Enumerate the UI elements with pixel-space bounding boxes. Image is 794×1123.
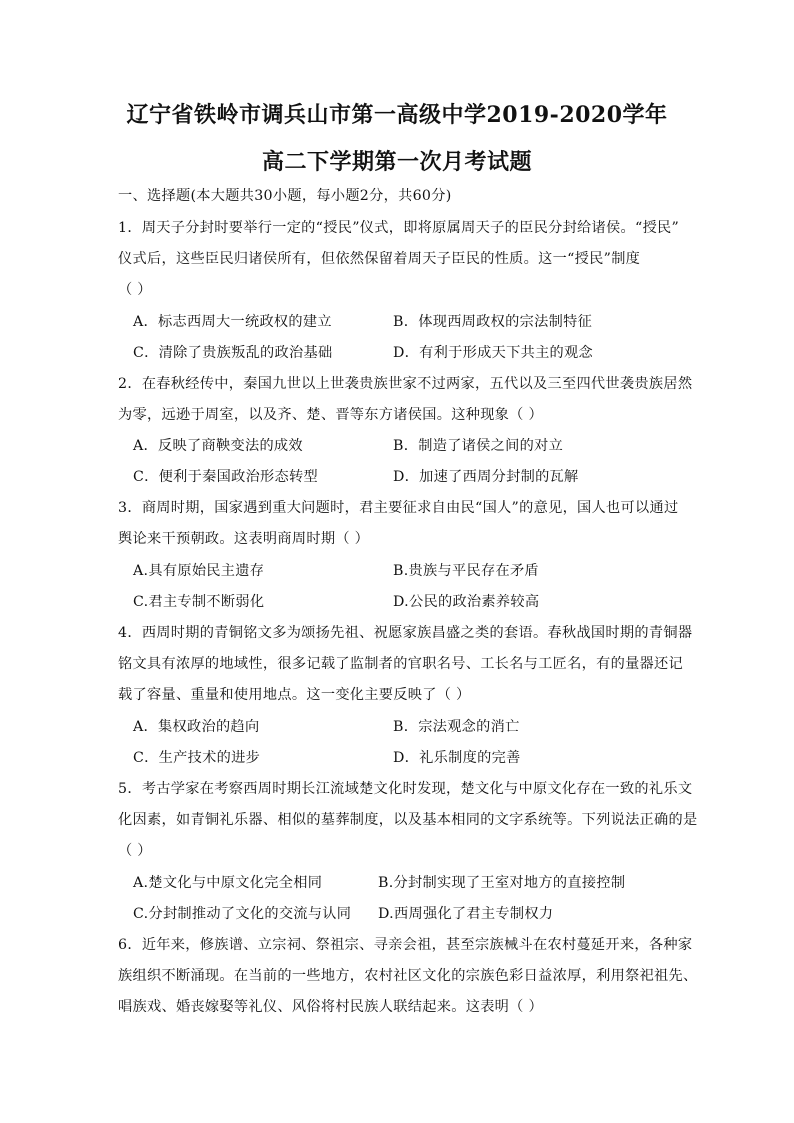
question-1-option-d: D．有利于形成天下共主的观念 (393, 345, 594, 361)
question-5-option-b: B.分封制实现了王室对地方的直接控制 (378, 875, 626, 891)
question-1-line-1: 1．周天子分封时要举行一定的“授民”仪式，即将原属周天子的臣民分封给诸侯。“授民” (118, 220, 680, 236)
question-3-option-b: B.贵族与平民存在矛盾 (393, 563, 539, 579)
exam-title-line1: 辽宁省铁岭市调兵山市第一高级中学2019-2020学年 (126, 102, 668, 128)
question-3-line-1: 3．商周时期，国家遇到重大问题时，君主要征求自由民“国人”的意见，国人也可以通过 (118, 500, 679, 516)
section-header: 一、选择题(本大题共30小题，每小题2分，共60分) (118, 188, 452, 204)
question-4-option-c: C．生产技术的进步 (133, 750, 261, 766)
question-4-line-2: 铭文具有浓厚的地域性，很多记载了监制者的官职名号、工长名与工匠名，有的量器还记 (118, 656, 684, 672)
question-1-line-2: 仪式后，这些臣民归诸侯所有，但依然保留着周天子臣民的性质。这一“授民”制度 (118, 251, 641, 267)
question-3-option-d: D.公民的政治素养较高 (393, 594, 540, 610)
question-5-option-d: D.西周强化了君主专制权力 (378, 906, 554, 922)
question-6-line-2: 族组织不断涌现。在当前的一些地方，农村社区文化的宗族色彩日益浓厚，利用祭祀祖先、 (118, 968, 698, 984)
question-3-option-a: A.具有原始民主遗存 (133, 563, 265, 579)
question-5-line-1: 5．考古学家在考察西周时期长江流域楚文化时发现，楚文化与中原文化存在一致的礼乐文 (118, 781, 693, 797)
question-3-option-c: C.君主专制不断弱化 (133, 594, 265, 610)
question-6-line-1: 6．近年来，修族谱、立宗祠、祭祖宗、寻亲会祖，甚至宗族械斗在农村蔓延开来，各种家 (118, 937, 693, 953)
question-1-option-b: B．体现西周政权的宗法制特征 (393, 314, 593, 330)
question-4-line-1: 4．西周时期的青铜铭文多为颂扬先祖、祝愿家族昌盛之类的套语。春秋战国时期的青铜器 (118, 625, 693, 641)
question-2-option-b: B．制造了诸侯之间的对立 (393, 438, 564, 454)
question-2-option-a: A．反映了商鞅变法的成效 (133, 438, 303, 454)
exam-title-line2: 高二下学期第一次月考试题 (261, 149, 532, 175)
question-2-line-2: 为零，远逊于周室，以及齐、楚、晋等东方诸侯国。这种现象（ ） (118, 407, 543, 423)
question-1-line-3: （ ） (118, 282, 152, 298)
question-5-line-2: 化因素，如青铜礼乐器、相似的墓葬制度，以及基本相同的文字系统等。下列说法正确的是 (118, 812, 698, 828)
question-5-option-c: C.分封制推动了文化的交流与认同 (133, 906, 352, 922)
question-4-option-a: A．集权政治的趋向 (133, 719, 260, 735)
question-2-option-c: C．便利于秦国政治形态转型 (133, 469, 319, 485)
question-5-option-a: A.楚文化与中原文化完全相同 (133, 875, 323, 891)
question-1-option-c: C．清除了贵族叛乱的政治基础 (133, 345, 333, 361)
question-6-line-3: 唱族戏、婚丧嫁娶等礼仪、风俗将村民族人联结起来。这表明（ ） (118, 999, 543, 1015)
question-5-line-3: （ ） (118, 843, 152, 859)
question-2-line-1: 2．在春秋经传中，秦国九世以上世袭贵族世家不过两家，五代以及三至四代世袭贵族居然 (118, 376, 693, 392)
question-3-line-2: 舆论来干预朝政。这表明商周时期（ ） (118, 531, 370, 547)
question-4-option-d: D．礼乐制度的完善 (393, 750, 521, 766)
question-2-option-d: D．加速了西周分封制的瓦解 (393, 469, 579, 485)
question-1-option-a: A．标志西周大一统政权的建立 (133, 314, 332, 330)
question-4-option-b: B．宗法观念的消亡 (393, 719, 520, 735)
question-4-line-3: 载了容量、重量和使用地点。这一变化主要反映了（ ） (118, 687, 471, 703)
